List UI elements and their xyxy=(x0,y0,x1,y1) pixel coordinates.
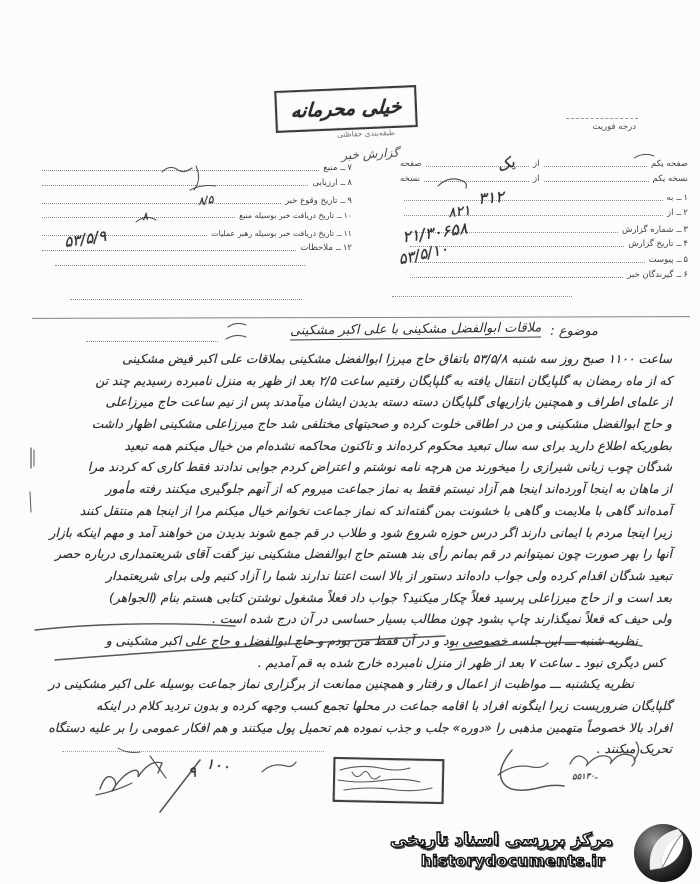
form-field-event-date xyxy=(38,196,352,206)
form-field-recipients xyxy=(406,270,688,280)
field-dash: ــ xyxy=(335,243,341,253)
field-dash: ــ xyxy=(676,193,682,203)
field-dash: ــ xyxy=(340,178,346,188)
urgency-label: درجه فوریت xyxy=(592,122,636,132)
archive-stamp-box xyxy=(333,757,445,804)
body-line: گلپایگان ضروریست زیرا اینگونه افراد با اقامه جماعت در محلها تجمع کسب وجهه کرده و بدون تردید کلام در اینکه xyxy=(96,699,672,713)
dotted-leader xyxy=(42,250,296,251)
dotted-leader xyxy=(404,215,663,216)
watermark-url: historydocuments.ir xyxy=(420,852,605,870)
body-line: بطوریکه اطلاع دارید برای سه سال تبعید محکوم کرده‌اند و تاکنون محاکمه نشده‌ام من خیال میکنم همه تبعید xyxy=(124,438,672,453)
body-line: آمده‌اند گاهی با ملایمت و گاهی با خشونت بمن گفته‌اند که نماز جماعت نخوانم خیال میکنم مرا از اینجا هم منتقل کنند xyxy=(79,503,672,518)
dotted-leader xyxy=(544,181,649,182)
body-line-opinion-sunday: نظریه یکشنبه ـــ مواظبت از اعمال و رفتار و همچنین ممانعت از برگزاری نماز جماعت بوسیله علی اکبر مشکینی در xyxy=(48,677,634,692)
bottom-dotted-rule xyxy=(62,751,324,752)
left-column-separator xyxy=(55,265,305,266)
handwritten-code: ۵۵ـ۱۳۰ xyxy=(571,771,598,783)
dotted-leader xyxy=(410,277,623,278)
field-label-from: از xyxy=(666,208,674,218)
dotted-leader xyxy=(424,181,529,182)
handwritten-receipt-date-ops: ۵۳/۵/۹ xyxy=(62,226,108,252)
routing-note-scribble xyxy=(228,323,246,327)
field-num: ۷ xyxy=(347,163,352,173)
field-label-recipients: گیرندگان خبر xyxy=(627,270,674,280)
copy-row-right-label: نسخه یکم xyxy=(652,174,688,184)
form-field-receipt-date-source xyxy=(38,211,352,220)
handwritten-event-date: ۸/۵ xyxy=(197,192,215,209)
report-body xyxy=(20,349,672,761)
page-row-left-label: صفحه xyxy=(399,159,422,169)
body-line: ولی حیف که فعلاً نمیگذارند چاپ بشود چون مطالب بسیار حساسی در آن درج شده است . xyxy=(212,612,672,627)
history-documents-logo xyxy=(632,822,694,884)
subject-dotted-continuation xyxy=(86,341,218,342)
field-dash: ــ xyxy=(676,239,682,249)
handwritten-report-date: ۵۳/۵/۱۰ xyxy=(396,239,450,269)
field-num: ۶ xyxy=(683,270,688,280)
handwritten-receipt-date-source: ۸ xyxy=(141,209,149,224)
body-line: شدگان چوب زبانی شیرازی را میخورند من هرچه نامه نوشتم و اعتراض کردم جوابی ندادند فقط کاری که کردند مرا xyxy=(87,460,672,475)
field-label-event-date: تاریخ وقوع خبر xyxy=(284,196,338,206)
confidential-stamp-text: خیلی محرمانه xyxy=(290,95,402,123)
annotation-scribble xyxy=(262,762,296,772)
routing-note-scribble xyxy=(226,335,246,339)
dotted-leader xyxy=(404,200,663,201)
form-field-to xyxy=(400,193,688,203)
body-line: از علمای اطراف و همچنین بازاریهای گلپایگان دسته دسته بدیدن ایشان میآمدند پس از نیم ساعت حاج میرزاعلی xyxy=(105,395,672,410)
copy-row-sep: از xyxy=(533,174,540,184)
field-dash: ــ xyxy=(340,163,346,173)
field-num: ۸ xyxy=(347,178,352,188)
subject-line xyxy=(290,322,598,339)
handwritten-digit: ۹ xyxy=(187,762,197,782)
dotted-leader xyxy=(42,170,319,171)
dotted-leader xyxy=(410,262,645,263)
dotted-leader xyxy=(42,203,281,204)
field-dash: ــ xyxy=(676,255,682,265)
field-label-source: منبع xyxy=(323,163,338,173)
body-line: که از ماه رمضان به گلپایگان انتقال یافته به گلپایگان رفتیم ساعت ۲/۵ بعد از ظهر به منزل نامبرده رسیدیم چند تن xyxy=(95,373,672,388)
field-label-attachment: پیوست xyxy=(648,255,674,265)
field-num: ۱۲ xyxy=(342,243,352,253)
confidential-stamp xyxy=(274,85,418,133)
subject-label: موضوع : xyxy=(550,324,598,339)
handwritten-from-value: ۸۲۱ xyxy=(447,202,472,222)
body-line: افراد بالا خصوصاً متهمین مذهبی را «دوره» جلب و جذب نموده هم تحمیل پول میکنند و هم افکار عمومی را بر علیه دستگاه xyxy=(48,720,672,735)
body-line: زیرا اینجا مردم با ایمانی دارند اگر درس حوزه شروع شود و طلاب در قم جمع شوند بدیدن من خواهند آمد و مهم اینکه بازار xyxy=(49,525,672,540)
field-dash: ــ xyxy=(340,196,346,206)
field-dash: ــ xyxy=(676,270,682,280)
page-row-right-label: صفحه یکم xyxy=(651,159,688,169)
field-num: ۱ xyxy=(683,193,688,203)
body-line: بعد است و از حاج میرزاعلی پرسید فعلاً چکار میکنید؟ جواب داد فعلاً مشغول نوشتن کتابی هستم بنام (الجواهر) xyxy=(109,590,672,605)
urgency-underline xyxy=(566,118,638,119)
body-line: و حاج ابوالفضل مشکینی و من در اطاقی خلوت کرده و صحبتهای مختلفی شد حاج میرزاعلی مشکینی اظهار داشت xyxy=(91,417,672,432)
field-label-report-number: شماره گزارش xyxy=(621,225,674,235)
field-num: ۵ xyxy=(683,255,688,265)
signature-scribble xyxy=(96,783,132,795)
field-num: ۹ xyxy=(347,196,352,206)
copy-row-left-label: نسخه xyxy=(399,174,420,184)
form-field-source xyxy=(38,163,352,173)
handwritten-to-value: ۳۱۲ xyxy=(477,186,505,209)
form-field-from xyxy=(400,208,688,218)
field-dash: ــ xyxy=(676,225,682,235)
dotted-leader xyxy=(42,217,235,218)
form-row-copy xyxy=(400,174,688,184)
classification-note: طبقه‌بندی حفاظتی xyxy=(336,127,396,140)
field-num: ۱۱ xyxy=(343,229,352,238)
field-dash: ــ xyxy=(676,208,682,218)
body-line: کس دیگری نبود ـ ساعت ۷ بعد از ظهر از منزل نامبرده خارج شده به قم آمدیم . xyxy=(257,655,664,670)
field-label-remarks: ملاحظات xyxy=(300,243,333,253)
handwritten-report-number: ۲۱/۳۰۶۵۸ xyxy=(400,218,469,247)
dotted-leader xyxy=(544,166,648,167)
field-label-report-date: تاریخ گزارش xyxy=(628,239,674,249)
subject-text: ملاقات ابوالفضل مشکینی با علی اکبر مشکینی xyxy=(289,320,542,339)
field-num: ۳ xyxy=(683,225,688,235)
body-line-opinion-saturday: نظریه شنبه ـــ این جلسه خصوصی بود و در آن فقط من بودم و حاج ابوالفضل و حاج علی اکبر مشکینی و xyxy=(105,633,638,648)
signature-scribble xyxy=(100,762,162,791)
field-label-receipt-date-source: تاریخ دریافت خبر بوسیله منبع xyxy=(239,211,335,220)
mid-separator-right xyxy=(392,296,572,297)
handwritten-copy-count: یک xyxy=(494,152,517,176)
report-type-title: گزارش خبر xyxy=(340,145,400,163)
form-field-evaluation xyxy=(38,178,352,188)
body-line: ساعت ۱۱۰۰ صبح روز سه شنبه ۵۳/۵/۸ باتفاق حاج میرزا ابوالفضل مشکینی بملاقات علی اکبر فیض مشکینی xyxy=(122,352,672,366)
field-dash: ــ xyxy=(337,229,342,238)
header-corner-scribble xyxy=(634,154,654,158)
watermark-title: مرکز بررسی اسناد تاریخی xyxy=(390,830,613,850)
field-num: ۴ xyxy=(683,239,688,249)
body-line: از ماهان به اینجا آورده‌اند اینجا هم آزاد نیستم فقط به نماز جماعت میروم که از آنهم جلوگیری میکنند رفته مأمور xyxy=(105,482,672,497)
field-label-evaluation: ارزیابی xyxy=(312,178,338,188)
field-dash: ــ xyxy=(337,211,342,220)
dotted-leader xyxy=(42,185,308,186)
field-num: ۱۰ xyxy=(343,211,352,220)
header-rule xyxy=(32,316,690,319)
form-row-page xyxy=(400,159,688,169)
form-field-report-date xyxy=(406,239,688,249)
handwritten-number: ۱۰۰ xyxy=(204,754,232,776)
body-line: آنها را بهر صورت چون نمیتوانم در قم بمانم رأی بند هستم حاج ابوالفضل مشکینی نیز گفت آقای شریعتمداری درباره حصر xyxy=(55,547,672,562)
page-row-sep: از xyxy=(533,159,540,169)
field-num: ۲ xyxy=(683,208,688,218)
mid-separator-left xyxy=(70,299,302,300)
body-line: تحریک میکنند . xyxy=(596,742,672,757)
body-line: تبعید شدگان اقدام کرده ولی جواب داده‌اند دستور از بالا است اعتنا ندارند شما را آزاد کنیم ولی برای شریعتمدار xyxy=(106,568,672,583)
field-label-receipt-date-ops: تاریخ دریافت خبر بوسیله رهبر عملیات xyxy=(211,229,335,238)
signature-scribble xyxy=(498,763,548,775)
field-label-to: به xyxy=(666,193,674,203)
